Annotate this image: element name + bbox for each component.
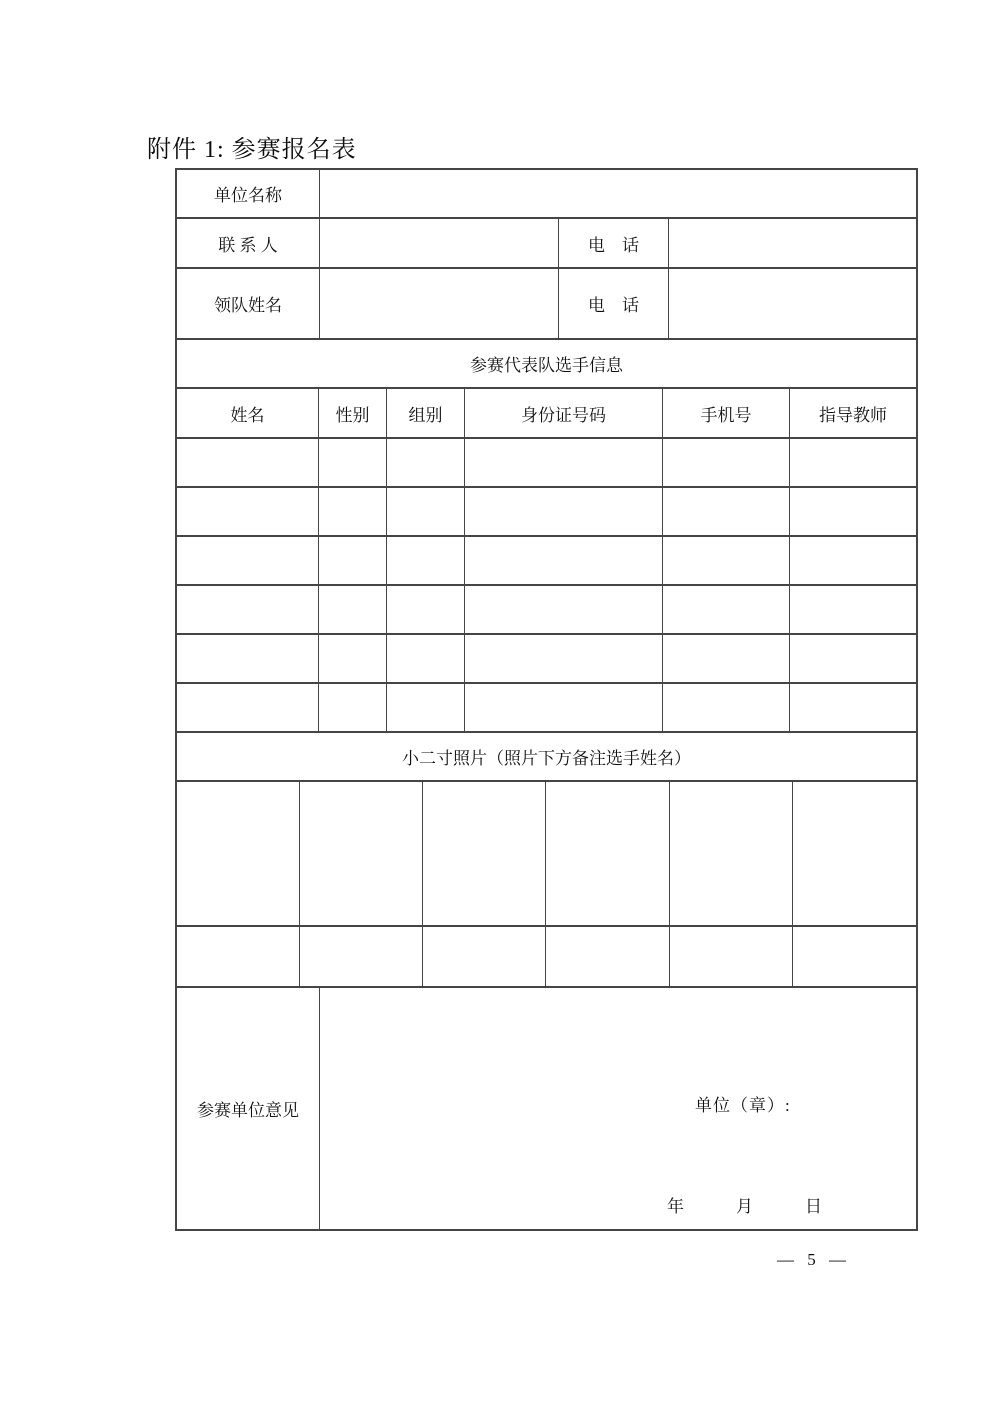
empty-cell (177, 537, 319, 584)
col-header-gender: 性别 (319, 389, 387, 437)
photo-caption-cell (300, 927, 423, 986)
row-photo-section-title (177, 733, 916, 782)
empty-cell (177, 439, 319, 486)
photo-caption-cell (423, 927, 546, 986)
unit-opinion-value-cell (320, 988, 916, 1229)
attachment-title: 附件 1: 参赛报名表 (147, 137, 357, 163)
member-entry-row-1 (177, 439, 916, 488)
empty-cell (387, 439, 465, 486)
empty-cell (790, 635, 916, 682)
empty-cell (319, 537, 387, 584)
photo-cell (300, 782, 423, 925)
empty-cell (663, 684, 790, 731)
empty-cell (790, 684, 916, 731)
empty-cell (177, 586, 319, 633)
empty-cell (663, 586, 790, 633)
leader-name-value-cell (320, 269, 559, 338)
photo-caption-cell (546, 927, 669, 986)
empty-cell (790, 488, 916, 535)
col-header-group: 组别 (387, 389, 465, 437)
photo-section-title: 小二寸照片（照片下方备注选手姓名） (402, 749, 691, 768)
day-label: 日 (805, 1197, 822, 1216)
row-unit-name (177, 170, 916, 219)
member-entry-row-2 (177, 488, 916, 537)
photo-cell (670, 782, 793, 925)
empty-cell (177, 488, 319, 535)
year-label: 年 (667, 1197, 684, 1216)
date-line (667, 1192, 822, 1217)
registration-form-table (175, 168, 918, 1231)
photo-cell (546, 782, 669, 925)
col-header-id-number: 身份证号码 (465, 389, 663, 437)
empty-cell (465, 586, 663, 633)
empty-cell (663, 537, 790, 584)
leader-phone-label: 电 话 (559, 269, 669, 338)
member-entry-row-4 (177, 586, 916, 635)
empty-cell (387, 488, 465, 535)
empty-cell (319, 488, 387, 535)
empty-cell (465, 635, 663, 682)
empty-cell (177, 635, 319, 682)
empty-cell (319, 439, 387, 486)
photo-caption-row (177, 927, 916, 988)
unit-name-value-cell (320, 170, 916, 217)
leader-phone-value-cell (669, 269, 916, 338)
col-header-mobile: 手机号 (663, 389, 790, 437)
empty-cell (663, 439, 790, 486)
empty-cell (319, 586, 387, 633)
contact-label: 联 系 人 (177, 219, 320, 267)
photo-caption-cell (670, 927, 793, 986)
member-entry-row-5 (177, 635, 916, 684)
empty-cell (387, 684, 465, 731)
team-section-title: 参赛代表队选手信息 (470, 356, 623, 375)
empty-cell (387, 635, 465, 682)
unit-opinion-label: 参赛单位意见 (177, 988, 320, 1229)
row-leader (177, 269, 916, 340)
empty-cell (465, 439, 663, 486)
empty-cell (387, 586, 465, 633)
empty-cell (177, 684, 319, 731)
row-unit-opinion (177, 988, 916, 1229)
empty-cell (465, 684, 663, 731)
contact-phone-label: 电 话 (559, 219, 669, 267)
row-team-section-title (177, 340, 916, 389)
empty-cell (790, 439, 916, 486)
photo-cell (793, 782, 916, 925)
unit-seal-label: 单位（章）: (695, 1096, 791, 1115)
contact-value-cell (320, 219, 559, 267)
empty-cell (663, 488, 790, 535)
photo-cell (177, 782, 300, 925)
contact-phone-value-cell (669, 219, 916, 267)
row-column-headers (177, 389, 916, 439)
empty-cell (319, 684, 387, 731)
empty-cell (790, 586, 916, 633)
empty-cell (663, 635, 790, 682)
col-header-name: 姓名 (177, 389, 319, 437)
member-entry-row-6 (177, 684, 916, 733)
photo-caption-cell (793, 927, 916, 986)
leader-name-label: 领队姓名 (177, 269, 320, 338)
empty-cell (790, 537, 916, 584)
empty-cell (465, 537, 663, 584)
col-header-instructor: 指导教师 (819, 405, 887, 425)
row-contact (177, 219, 916, 269)
photo-caption-cell (177, 927, 300, 986)
member-entry-row-3 (177, 537, 916, 586)
page-number: — 5 — (777, 1250, 846, 1269)
empty-cell (465, 488, 663, 535)
empty-cell (387, 537, 465, 584)
unit-name-label: 单位名称 (177, 170, 320, 217)
photo-row (177, 782, 916, 927)
photo-cell (423, 782, 546, 925)
empty-cell (319, 635, 387, 682)
month-label: 月 (736, 1197, 753, 1216)
